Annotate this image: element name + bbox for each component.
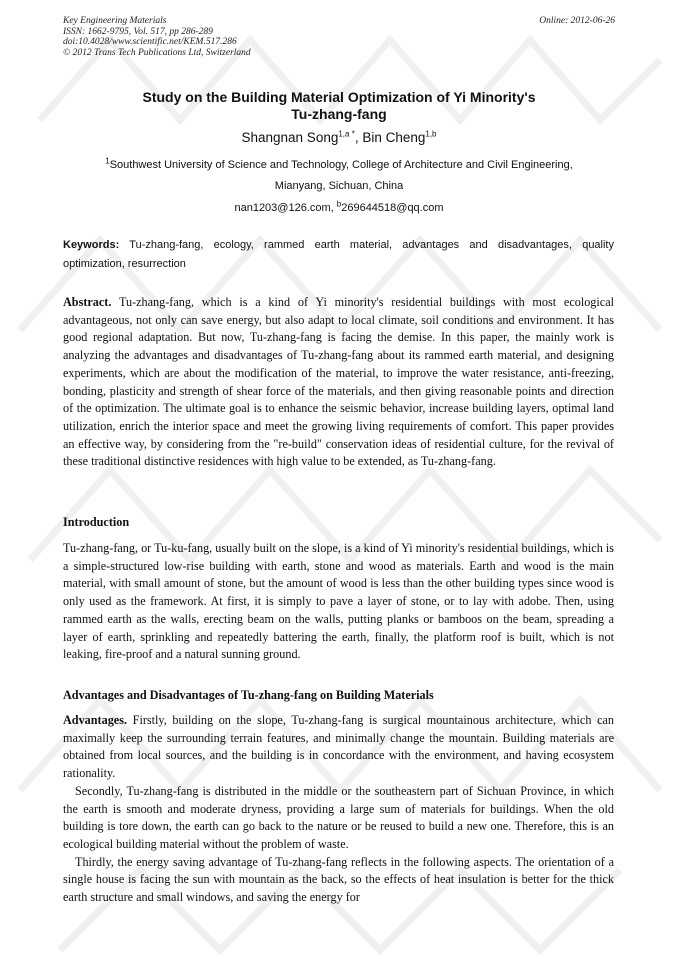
- online-date: Online: 2012-06-26: [539, 16, 615, 26]
- affiliation: [63, 155, 615, 197]
- issn: ISSN: 1662-9795, Vol. 517, pp 286-289: [63, 26, 213, 37]
- advantages-heading: Advantages and Disadvantages of Tu-zhang-fang on Building Materials: [63, 688, 434, 702]
- keywords: [63, 236, 614, 274]
- author-emails: [63, 198, 615, 218]
- paper-title: [63, 89, 615, 123]
- advantages-label: Advantages.: [63, 713, 127, 727]
- abstract: [63, 294, 614, 471]
- author-list: [63, 130, 615, 146]
- copyright: © 2012 Trans Tech Publications Ltd, Switzerland: [63, 47, 251, 58]
- email-b: 269644518@qq.com: [341, 202, 444, 214]
- publication-info: [63, 16, 251, 58]
- title-line-2: Tu-zhang-fang: [291, 106, 387, 122]
- affiliation-line-1: Southwest University of Science and Technology, College of Architecture and Civil Engineering,: [109, 159, 573, 171]
- author-2-affiliation: 1,b: [425, 129, 437, 139]
- keywords-text: Tu-zhang-fang, ecology, rammed earth material, advantages and disadvantages, quality optimization, resurrection: [63, 239, 614, 270]
- author-2: Bin Cheng: [362, 130, 426, 145]
- introduction-paragraph: Tu-zhang-fang, or Tu-ku-fang, usually built on the slope, is a kind of Yi minority's residential buildings, which is a simple-structured low-rise building with earth, stone and wood as materials. Earth and wood is the main material, with small amount of stone, but the amount of wood is less than the other building types since wood is only used as the framework. At first, it is simply to pave a layer of stone, or to lay with adobe. Then, using rammed earth as the walls, erecting beam on the walls, putting planks or bamboos on the beam, spreading a layer of earth, sprinkling and repeatedly battering the earth, finally, the platform roof is built, which is not leaking, fire-proof and a natural sunning ground.: [63, 541, 614, 662]
- affiliation-line-2: Mianyang, Sichuan, China: [274, 180, 404, 192]
- email-a: nan1203@126.com,: [234, 202, 337, 214]
- author-separator: ,: [354, 130, 363, 145]
- abstract-text: Tu-zhang-fang, which is a kind of Yi minority's residential buildings with most ecological advantageous, not only can save energy, but also adapt to local climate, soil conditions and environment. It has good regional adaptation. But now, Tu-zhang-fang is facing the demise. In this paper, the mainly work is analyzing the advantages and disadvantages of Tu-zhang-fang about its rammed earth material, and designing experiments, which are about the modification of the material, to improve the water resistance, anti-freezing, bonding, plasticity and strength of shear force of the materials, and then giving reasonable points and direction of the optimization. The ultimate goal is to enhance the seismic behavior, increase building layers, optimal land utilization, enrich the interior space and meet the growing living requirements of comfort. This paper provides an effective way, by considering from the "re-build" conservation ideas of residential culture, for the revival of these traditional distinctive residences with high value to be extended, as Tu-zhang-fang.: [63, 295, 614, 469]
- author-1-affiliation: 1,a *: [338, 129, 355, 139]
- introduction-heading: Introduction: [63, 515, 130, 529]
- title-line-1: Study on the Building Material Optimization of Yi Minority's: [142, 89, 536, 105]
- advantages-paragraph-1: [63, 712, 614, 783]
- advantages-body: [63, 712, 614, 907]
- email-b-marker: b: [336, 199, 342, 209]
- journal-name: Key Engineering Materials: [63, 16, 167, 26]
- affiliation-marker: 1: [105, 156, 110, 166]
- abstract-label: Abstract.: [63, 295, 112, 309]
- advantages-paragraph-3: Thirdly, the energy saving advantage of Tu-zhang-fang reflects in the following aspects. The orientation of a single house is facing the sun with mountain as the back, so the effects of heat insulation is better for the thick earth structure and small windows, and saving the energy for: [63, 854, 614, 905]
- doi: doi:10.4028/www.scientific.net/KEM.517.286: [63, 37, 237, 47]
- keywords-label: Keywords:: [63, 239, 120, 251]
- advantages-paragraph-1-text: Firstly, building on the slope, Tu-zhang-fang is surgical mountainous architecture, which can maximally keep the surrounding terrain features, and minimally change the mountain. Building materials are obtained from local sources, and the building is in concordance with the environment, and having ecosystem rationality.: [63, 713, 614, 781]
- author-1: Shangnan Song: [241, 130, 339, 145]
- advantages-paragraph-2: Secondly, Tu-zhang-fang is distributed in the middle or the southeastern part of Sichuan Province, in which the earth is smooth and moderate dryness, providing a large sum of materials for buildings. When the old building is tore down, the earth can go back to the nature or be reused to build a new one. Therefore, this is an ecological building material without the problem of waste.: [63, 783, 614, 851]
